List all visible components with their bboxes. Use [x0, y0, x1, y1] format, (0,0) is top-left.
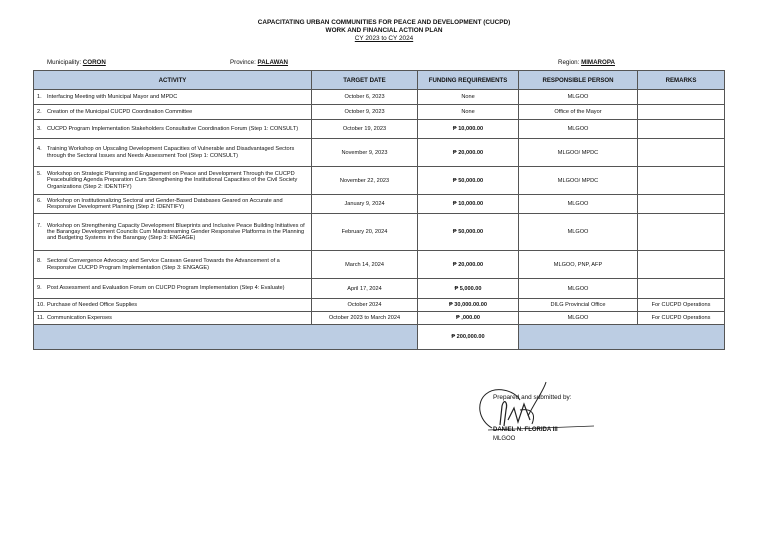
table-row — [34, 299, 725, 312]
header-remarks: REMARKS — [638, 71, 725, 90]
funding-cell: ₱ 20,000.00 — [418, 251, 519, 279]
target-date-cell: November 9, 2023 — [312, 139, 418, 167]
target-date-cell: March 14, 2024 — [312, 251, 418, 279]
responsible-cell: DILG Provincial Office — [519, 299, 638, 312]
target-date-cell: October 9, 2023 — [312, 105, 418, 120]
responsible-cell: MLGOO/ MPDC — [519, 167, 638, 195]
remarks-cell — [638, 214, 725, 251]
target-date-cell: February 20, 2024 — [312, 214, 418, 251]
row-number: 4. — [37, 146, 42, 153]
activity-cell — [34, 90, 312, 105]
activity-text: Workshop on Strategic Planning and Engagement on Peace and Development Through the CUCPD Peacebuilding Agenda Preparation Cum Strengthening the Institutional Capacities of the Civil Society Organizations (Step 2: IDENTIFY) — [47, 171, 298, 190]
activity-text: Communication Expenses — [47, 314, 112, 321]
table-row — [34, 167, 725, 195]
activity-cell — [34, 195, 312, 214]
row-number: 10. — [37, 301, 45, 308]
activity-cell — [34, 214, 312, 251]
row-number: 2. — [37, 108, 42, 115]
signatory-title: MLGOO — [493, 436, 516, 442]
funding-cell: ₱ 30,000.00.00 — [418, 299, 519, 312]
remarks-cell — [638, 90, 725, 105]
row-number: 1. — [37, 93, 42, 100]
table-row — [34, 139, 725, 167]
table-row — [34, 195, 725, 214]
remarks-cell — [638, 251, 725, 279]
row-number: 7. — [37, 222, 42, 229]
funding-cell: ₱ 10,000.00 — [418, 120, 519, 139]
row-number: 9. — [37, 285, 42, 292]
remarks-cell: For CUCPD Operations — [638, 312, 725, 325]
funding-cell: ₱ 5,000.00 — [418, 279, 519, 299]
responsible-cell: MLGOO — [519, 279, 638, 299]
target-date-cell: October 6, 2023 — [312, 90, 418, 105]
funding-cell: ₱ ,000.00 — [418, 312, 519, 325]
responsible-cell: MLGOO — [519, 90, 638, 105]
document-subtitle: WORK AND FINANCIAL ACTION PLAN — [325, 27, 443, 34]
remarks-cell: For CUCPD Operations — [638, 299, 725, 312]
responsible-cell: MLGOO — [519, 214, 638, 251]
activity-cell — [34, 139, 312, 167]
table-row — [34, 120, 725, 139]
row-number: 5. — [37, 171, 42, 178]
target-date-cell: January 9, 2024 — [312, 195, 418, 214]
remarks-cell — [638, 120, 725, 139]
responsible-cell: MLGOO — [519, 195, 638, 214]
total-funding-cell: ₱ 200,000.00 — [418, 325, 519, 350]
province-value: PALAWAN — [257, 59, 289, 66]
activity-text: CUCPD Program Implementation Stakeholders Consultative Coordination Forum (Step 1: CONSULT) — [47, 125, 299, 132]
responsible-cell: MLGOO — [519, 120, 638, 139]
total-label-cell — [34, 325, 418, 350]
activity-cell — [34, 279, 312, 299]
activity-text: Purchase of Needed Office Supplies — [47, 301, 138, 308]
activity-cell — [34, 120, 312, 139]
table-row — [34, 90, 725, 105]
activity-text: Workshop on Institutionalizing Sectoral and Gender-Based Databases Geared on Accurate and Responsive Development Planning (Step 2: IDENTIFY) — [47, 197, 283, 210]
responsible-cell: MLGOO/ MPDC — [519, 139, 638, 167]
activity-text: Post Assessment and Evaluation Forum on CUCPD Program Implementation (Step 4: Evaluate) — [47, 285, 285, 292]
activity-cell — [34, 105, 312, 120]
header-funding: FUNDING REQUIREMENTS — [418, 71, 519, 90]
activity-cell — [34, 299, 312, 312]
activity-text: Training Workshop on Upscaling Development Capacities of Vulnerable and Disadvantaged Sectors through the Sectoral Issues and Needs Assessment Tool (Step 1: CONSULT) — [47, 146, 295, 159]
funding-cell: ₱ 50,000.00 — [418, 214, 519, 251]
table-row — [34, 105, 725, 120]
region-field — [558, 59, 615, 66]
prepared-by-label: Prepared and submitted by: — [493, 394, 572, 401]
target-date-cell: October 19, 2023 — [312, 120, 418, 139]
remarks-cell — [638, 139, 725, 167]
header-target-date: TARGET DATE — [312, 71, 418, 90]
remarks-cell — [638, 195, 725, 214]
responsible-cell: MLGOO, PNP, AFP — [519, 251, 638, 279]
region-value: MIMAROPA — [581, 59, 615, 66]
province-label: Province: — [230, 59, 256, 66]
table-row — [34, 279, 725, 299]
row-number: 11. — [37, 314, 45, 321]
funding-cell: None — [418, 90, 519, 105]
funding-cell: ₱ 50,000.00 — [418, 167, 519, 195]
target-date-cell: October 2023 to March 2024 — [312, 312, 418, 325]
row-number: 8. — [37, 258, 42, 265]
funding-cell: ₱ 20,000.00 — [418, 139, 519, 167]
activity-cell — [34, 167, 312, 195]
funding-cell: None — [418, 105, 519, 120]
activity-text: Sectoral Convergence Advocacy and Service Caravan Geared Towards the Advancement of a Responsive CUCPD Program Implementation (Step 3: ENGAGE) — [47, 258, 280, 271]
table-row — [34, 214, 725, 251]
total-blank-cell — [519, 325, 725, 350]
funding-cell: ₱ 10,000.00 — [418, 195, 519, 214]
row-number: 6. — [37, 197, 42, 204]
province-field — [230, 59, 288, 66]
signatory-name: DANIEL N. FLORIDA III — [493, 427, 558, 433]
activity-text: Workshop on Strengthening Capacity Development Blueprints and Inclusive Peace Building Initiatives of the Barangay Development Councils Cum Mainstreaming Gender Responsive Platforms in the Planning and Budgeting Systems in the Barangay (Step 3: ENGAGE) — [47, 222, 305, 242]
remarks-cell — [638, 167, 725, 195]
activity-cell — [34, 312, 312, 325]
document-period — [0, 35, 768, 43]
header-activity: ACTIVITY — [34, 71, 312, 90]
municipality-value: CORON — [82, 59, 106, 66]
activity-text: Creation of the Municipal CUCPD Coordination Committee — [47, 108, 193, 115]
table-row — [34, 312, 725, 325]
remarks-cell — [638, 279, 725, 299]
municipality-label: Municipality: — [47, 59, 82, 66]
period-text: CY 2023 to CY 2024 — [354, 35, 414, 42]
activity-text: Interfacing Meeting with Municipal Mayor and MPDC — [47, 93, 178, 100]
action-plan-table — [33, 70, 725, 350]
row-number: 3. — [37, 125, 42, 132]
target-date-cell: October 2024 — [312, 299, 418, 312]
table-header-row — [34, 71, 725, 90]
table-row — [34, 251, 725, 279]
activity-cell — [34, 251, 312, 279]
region-label: Region: — [558, 59, 580, 66]
responsible-cell: Office of the Mayor — [519, 105, 638, 120]
municipality-field — [47, 59, 106, 66]
target-date-cell: April 17, 2024 — [312, 279, 418, 299]
header-responsible: RESPONSIBLE PERSON — [519, 71, 638, 90]
document-title: CAPACITATING URBAN COMMUNITIES FOR PEACE AND DEVELOPMENT (CUCPD) — [257, 19, 511, 26]
total-row — [34, 325, 725, 350]
target-date-cell: November 22, 2023 — [312, 167, 418, 195]
responsible-cell: MLGOO — [519, 312, 638, 325]
remarks-cell — [638, 105, 725, 120]
